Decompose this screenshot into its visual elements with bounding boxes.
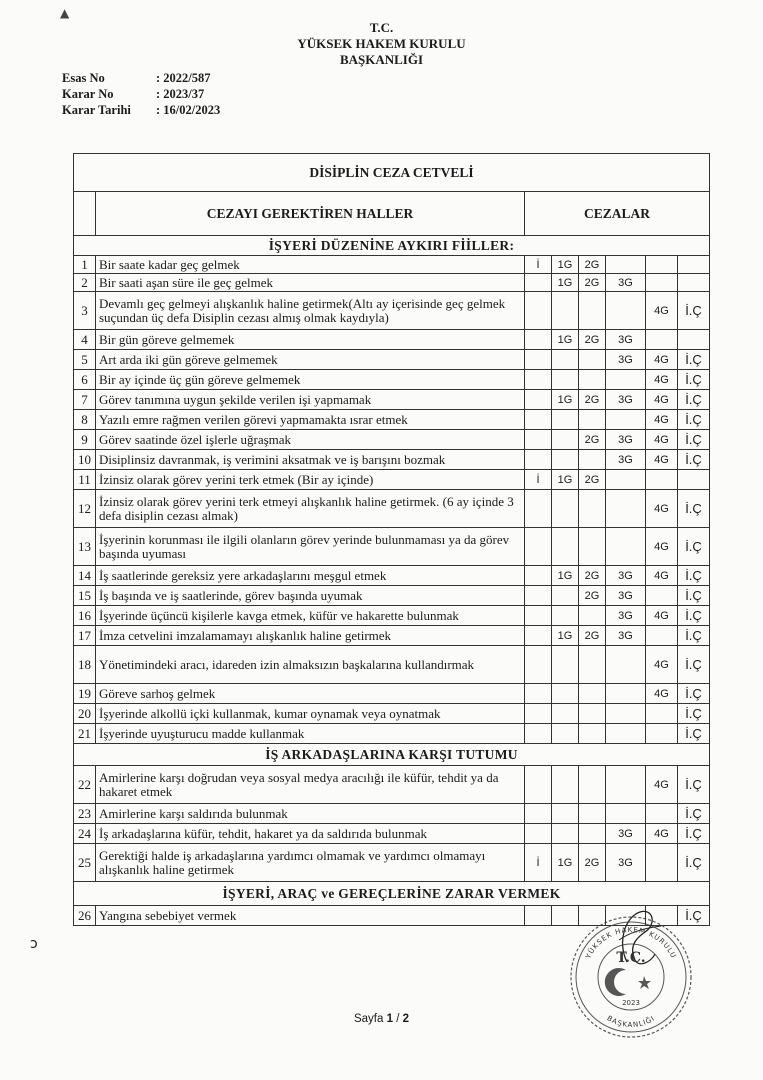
row-description: Gerektiği halde iş arkadaşlarına yardımcı olmamak ve yardımcı olmamayı alışkanlık haline getirmek [96, 844, 525, 882]
penalty-cell [606, 528, 646, 566]
penalty-cell: 2G [579, 256, 606, 274]
penalty-cell: 1G [552, 626, 579, 646]
row-number: 6 [74, 370, 96, 390]
penalty-cell: İ.Ç [678, 430, 710, 450]
table-row [74, 606, 710, 626]
penalty-cell: 3G [606, 450, 646, 470]
penalty-cell: İ.Ç [678, 390, 710, 410]
penalty-cell [606, 370, 646, 390]
row-description: Devamlı geç gelmeyi alışkanlık haline getirmek(Altı ay içerisinde geç gelmek suçundan üç defa Disiplin cezası almış olmak kaydıyla) [96, 292, 525, 330]
penalty-cell [579, 646, 606, 684]
penalty-cell: 2G [579, 470, 606, 490]
row-number: 12 [74, 490, 96, 528]
penalty-cell [552, 606, 579, 626]
penalty-cell [678, 274, 710, 292]
table-row [74, 626, 710, 646]
table-row [74, 646, 710, 684]
table-row [74, 684, 710, 704]
row-description: İmza cetvelini imzalamamayı alışkanlık haline getirmek [96, 626, 525, 646]
penalty-cell [552, 646, 579, 684]
row-number: 18 [74, 646, 96, 684]
penalty-cell [579, 370, 606, 390]
penalty-cell [525, 704, 552, 724]
penalty-cell: 3G [606, 606, 646, 626]
table-row [74, 470, 710, 490]
penalty-cell [606, 704, 646, 724]
row-number: 26 [74, 906, 96, 926]
row-description: Görev tanımına uygun şekilde verilen işi yapmamak [96, 390, 525, 410]
penalty-cell: İ.Ç [678, 450, 710, 470]
penalty-cell [525, 824, 552, 844]
penalty-cell: İ.Ç [678, 844, 710, 882]
penalty-cell [579, 724, 606, 744]
row-description: Bir gün göreve gelmemek [96, 330, 525, 350]
penalty-cell [552, 430, 579, 450]
penalty-cell: 1G [552, 256, 579, 274]
penalty-cell: 3G [606, 390, 646, 410]
penalty-cell: İ [525, 844, 552, 882]
row-number: 8 [74, 410, 96, 430]
meta-value: : 16/02/2023 [156, 103, 221, 117]
row-description: İşyerinde uyuşturucu madde kullanmak [96, 724, 525, 744]
row-description: Art arda iki gün göreve gelmemek [96, 350, 525, 370]
penalty-cell: 1G [552, 566, 579, 586]
penalty-cell [525, 724, 552, 744]
row-number: 4 [74, 330, 96, 350]
penalty-cell: İ.Ç [678, 626, 710, 646]
row-number: 5 [74, 350, 96, 370]
penalty-cell [646, 274, 678, 292]
penalty-cell: 4G [646, 370, 678, 390]
case-metadata [62, 70, 220, 118]
row-number: 15 [74, 586, 96, 606]
footer-total: 2 [402, 1013, 409, 1025]
penalty-cell: 4G [646, 566, 678, 586]
penalty-cell [552, 586, 579, 606]
row-number: 24 [74, 824, 96, 844]
penalty-cell [525, 566, 552, 586]
penalty-cell [552, 766, 579, 804]
table-row [74, 766, 710, 804]
penalty-cell: İ.Ç [678, 824, 710, 844]
penalty-cell: 4G [646, 292, 678, 330]
penalty-cell [525, 906, 552, 926]
penalty-cell [606, 292, 646, 330]
penalty-cell [552, 824, 579, 844]
row-description: Yangına sebebiyet vermek [96, 906, 525, 926]
row-number: 25 [74, 844, 96, 882]
penalty-cell [579, 824, 606, 844]
section-row [74, 744, 710, 766]
penalty-cell [606, 470, 646, 490]
section-row [74, 236, 710, 256]
penalty-cell [552, 292, 579, 330]
meta-label: Esas No [62, 71, 105, 85]
penalty-cell [552, 724, 579, 744]
penalty-cell: İ.Ç [678, 370, 710, 390]
penalty-cell: İ.Ç [678, 606, 710, 626]
seal-center: T.C. [616, 950, 646, 966]
penalty-cell: 2G [579, 430, 606, 450]
penalty-cell [606, 490, 646, 528]
section-title: İŞYERİ, ARAÇ ve GEREÇLERİNE ZARAR VERMEK [74, 882, 710, 906]
penalty-cell [525, 274, 552, 292]
row-number: 3 [74, 292, 96, 330]
meta-row [62, 70, 220, 86]
penalty-cell: 1G [552, 844, 579, 882]
penalty-cell: 2G [579, 626, 606, 646]
penalty-cell [552, 804, 579, 824]
page-footer [0, 1013, 763, 1025]
penalty-cell: İ.Ç [678, 528, 710, 566]
row-number: 14 [74, 566, 96, 586]
penalty-cell [552, 350, 579, 370]
table-row [74, 370, 710, 390]
row-description: Görev saatinde özel işlerle uğraşmak [96, 430, 525, 450]
penalty-cell: İ [525, 470, 552, 490]
row-number: 20 [74, 704, 96, 724]
row-description: İş saatlerinde gereksiz yere arkadaşlarını meşgul etmek [96, 566, 525, 586]
penalty-cell [552, 450, 579, 470]
table-row [74, 490, 710, 528]
penalty-cell [678, 330, 710, 350]
penalty-cell: 4G [646, 430, 678, 450]
row-number: 19 [74, 684, 96, 704]
table-row [74, 586, 710, 606]
penalty-cell: 4G [646, 824, 678, 844]
table-row [74, 292, 710, 330]
penalty-cell [646, 704, 678, 724]
penalty-cell [606, 766, 646, 804]
meta-row [62, 86, 220, 102]
penalty-table [73, 153, 710, 926]
row-number: 13 [74, 528, 96, 566]
penalty-cell: 4G [646, 766, 678, 804]
table-row [74, 704, 710, 724]
penalty-cell: 3G [606, 824, 646, 844]
penalty-cell: 4G [646, 646, 678, 684]
header-line-1: T.C. [369, 20, 394, 35]
penalty-cell [606, 256, 646, 274]
footer-prefix: Sayfa [353, 1013, 387, 1025]
penalty-cell: 3G [606, 844, 646, 882]
penalty-cell: İ.Ç [678, 586, 710, 606]
row-description: İşyerinin korunması ile ilgili olanların görev yerinde bulunmaması ya da görev başında uyuması [96, 528, 525, 566]
penalty-cell: 4G [646, 350, 678, 370]
penalty-cell [579, 804, 606, 824]
footer-page: 1 [386, 1013, 393, 1025]
penalty-cell: İ.Ç [678, 766, 710, 804]
penalty-cell [646, 844, 678, 882]
row-number: 10 [74, 450, 96, 470]
penalty-cell: 3G [606, 626, 646, 646]
penalty-cell [525, 450, 552, 470]
row-number: 17 [74, 626, 96, 646]
penalty-cell: İ [525, 256, 552, 274]
table-title-row [74, 154, 710, 192]
penalty-cell [525, 646, 552, 684]
penalty-cell: 1G [552, 274, 579, 292]
row-number: 16 [74, 606, 96, 626]
penalty-cell [646, 256, 678, 274]
row-number: 7 [74, 390, 96, 410]
seal-ring-bottom: BAŞKANLIĞI [605, 1014, 657, 1030]
penalty-cell: 2G [579, 586, 606, 606]
penalty-cell [606, 684, 646, 704]
penalty-cell [579, 528, 606, 566]
penalty-cell: 3G [606, 274, 646, 292]
row-description: Yönetimindeki aracı, idareden izin almaksızın başkalarına kullandırmak [96, 646, 525, 684]
penalty-cell [525, 350, 552, 370]
penalty-cell [646, 470, 678, 490]
penalty-cell: 1G [552, 470, 579, 490]
header-num-cell [74, 192, 96, 236]
table-title: DİSİPLİN CEZA CETVELİ [74, 154, 710, 192]
penalty-cell [552, 410, 579, 430]
penalty-cell: 3G [606, 350, 646, 370]
row-number: 21 [74, 724, 96, 744]
row-number: 9 [74, 430, 96, 450]
row-number: 11 [74, 470, 96, 490]
table-row [74, 390, 710, 410]
meta-value: : 2022/587 [156, 71, 211, 85]
table-row [74, 804, 710, 824]
penalty-cell [579, 410, 606, 430]
penalty-cell [606, 804, 646, 824]
penalty-cell [525, 410, 552, 430]
penalty-cell: 2G [579, 566, 606, 586]
penalty-cell: 4G [646, 490, 678, 528]
penalty-cell [525, 370, 552, 390]
penalty-cell [579, 490, 606, 528]
header-line-2: YÜKSEK HAKEM KURULU [297, 36, 466, 51]
row-description: Bir saate kadar geç gelmek [96, 256, 525, 274]
penalty-cell: 4G [646, 528, 678, 566]
penalty-cell [646, 804, 678, 824]
row-description: İşyerinde alkollü içki kullanmak, kumar oynamak veya oynatmak [96, 704, 525, 724]
table-row [74, 410, 710, 430]
penalty-cell [552, 704, 579, 724]
penalty-cell [525, 804, 552, 824]
table-row [74, 450, 710, 470]
row-description: İzinsiz olarak görev yerini terk etmeyi alışkanlık haline getirmek. (6 ay içinde 3 defa disiplin cezası almak) [96, 490, 525, 528]
table-row [74, 824, 710, 844]
meta-value: : 2023/37 [156, 87, 205, 101]
column-header-row [74, 192, 710, 236]
row-description: Amirlerine karşı doğrudan veya sosyal medya aracılığı ile küfür, tehdit ya da hakaret etmek [96, 766, 525, 804]
header-line-3: BAŞKANLIĞI [339, 52, 424, 67]
penalty-cell: İ.Ç [678, 566, 710, 586]
row-number: 1 [74, 256, 96, 274]
penalty-cell [552, 528, 579, 566]
penalty-cell [646, 724, 678, 744]
row-description: Bir saati aşan süre ile geç gelmek [96, 274, 525, 292]
penalty-cell [525, 626, 552, 646]
penalty-cell: 4G [646, 606, 678, 626]
penalty-cell [552, 370, 579, 390]
column-header-right: CEZALAR [525, 192, 710, 236]
section-title: İŞ ARKADAŞLARINA KARŞI TUTUMU [74, 744, 710, 766]
row-number: 23 [74, 804, 96, 824]
penalty-cell: 3G [606, 330, 646, 350]
penalty-cell: İ.Ç [678, 906, 710, 926]
table-row [74, 844, 710, 882]
penalty-cell: 2G [579, 330, 606, 350]
penalty-cell [525, 684, 552, 704]
penalty-cell [525, 586, 552, 606]
seal-ring-top: YÜKSEK HAKEM KURULU [584, 925, 678, 960]
penalty-cell [552, 684, 579, 704]
penalty-cell [579, 704, 606, 724]
document-header [0, 20, 763, 68]
row-description: Bir ay içinde üç gün göreve gelmemek [96, 370, 525, 390]
row-description: Amirlerine karşı saldırıda bulunmak [96, 804, 525, 824]
table-row [74, 330, 710, 350]
penalty-cell [646, 330, 678, 350]
table-row [74, 256, 710, 274]
penalty-cell [525, 330, 552, 350]
table-row [74, 350, 710, 370]
penalty-cell [579, 292, 606, 330]
table-row [74, 274, 710, 292]
penalty-cell [552, 490, 579, 528]
penalty-cell: 2G [579, 274, 606, 292]
penalty-cell [525, 490, 552, 528]
penalty-cell: 4G [646, 410, 678, 430]
table-row [74, 566, 710, 586]
row-description: İş arkadaşlarına küfür, tehdit, hakaret ya da saldırıda bulunmak [96, 824, 525, 844]
penalty-cell: 2G [579, 844, 606, 882]
margin-mark: ↄ [30, 936, 38, 952]
penalty-cell: 4G [646, 684, 678, 704]
penalty-cell [579, 450, 606, 470]
penalty-cell: İ.Ç [678, 490, 710, 528]
penalty-cell: İ.Ç [678, 350, 710, 370]
table-row [74, 430, 710, 450]
row-description: İş başında ve iş saatlerinde, görev başında uyumak [96, 586, 525, 606]
penalty-cell: İ.Ç [678, 292, 710, 330]
penalty-cell [606, 646, 646, 684]
penalty-cell [606, 410, 646, 430]
penalty-cell [525, 430, 552, 450]
penalty-cell [678, 256, 710, 274]
footer-sep: / [393, 1013, 403, 1025]
penalty-cell: İ.Ç [678, 410, 710, 430]
row-description: Yazılı emre rağmen verilen görevi yapmamakta ısrar etmek [96, 410, 525, 430]
meta-label: Karar No [62, 87, 114, 101]
penalty-cell: 1G [552, 390, 579, 410]
penalty-cell [525, 390, 552, 410]
penalty-cell [579, 606, 606, 626]
row-description: Göreve sarhoş gelmek [96, 684, 525, 704]
penalty-cell: 1G [552, 330, 579, 350]
table-row [74, 724, 710, 744]
penalty-cell: 4G [646, 390, 678, 410]
penalty-cell [579, 684, 606, 704]
penalty-cell: 3G [606, 566, 646, 586]
row-number: 22 [74, 766, 96, 804]
penalty-cell: 3G [606, 430, 646, 450]
row-description: İzinsiz olarak görev yerini terk etmek (Bir ay içinde) [96, 470, 525, 490]
section-title: İŞYERİ DÜZENİNE AYKIRI FİİLLER: [74, 236, 710, 256]
table-row [74, 528, 710, 566]
column-header-left: CEZAYI GEREKTİREN HALLER [96, 192, 525, 236]
penalty-cell [579, 350, 606, 370]
penalty-cell: İ.Ç [678, 704, 710, 724]
penalty-cell [525, 528, 552, 566]
penalty-cell [606, 724, 646, 744]
penalty-cell [579, 766, 606, 804]
row-description: İşyerinde üçüncü kişilerle kavga etmek, küfür ve hakarette bulunmak [96, 606, 525, 626]
penalty-cell: İ.Ç [678, 646, 710, 684]
meta-row [62, 102, 220, 118]
seal-year: 2023 [622, 999, 640, 1007]
penalty-cell [646, 586, 678, 606]
meta-label: Karar Tarihi [62, 103, 131, 117]
penalty-cell [525, 606, 552, 626]
corner-mark: ▲ [60, 6, 70, 20]
row-description: Disiplinsiz davranmak, iş verimini aksatmak ve iş barışını bozmak [96, 450, 525, 470]
penalty-cell [678, 470, 710, 490]
penalty-cell: 2G [579, 390, 606, 410]
penalty-cell: İ.Ç [678, 684, 710, 704]
penalty-cell [525, 766, 552, 804]
row-number: 2 [74, 274, 96, 292]
penalty-cell: İ.Ç [678, 804, 710, 824]
penalty-cell: İ.Ç [678, 724, 710, 744]
penalty-cell [525, 292, 552, 330]
penalty-cell: 4G [646, 450, 678, 470]
penalty-cell: 3G [606, 586, 646, 606]
penalty-cell [646, 626, 678, 646]
